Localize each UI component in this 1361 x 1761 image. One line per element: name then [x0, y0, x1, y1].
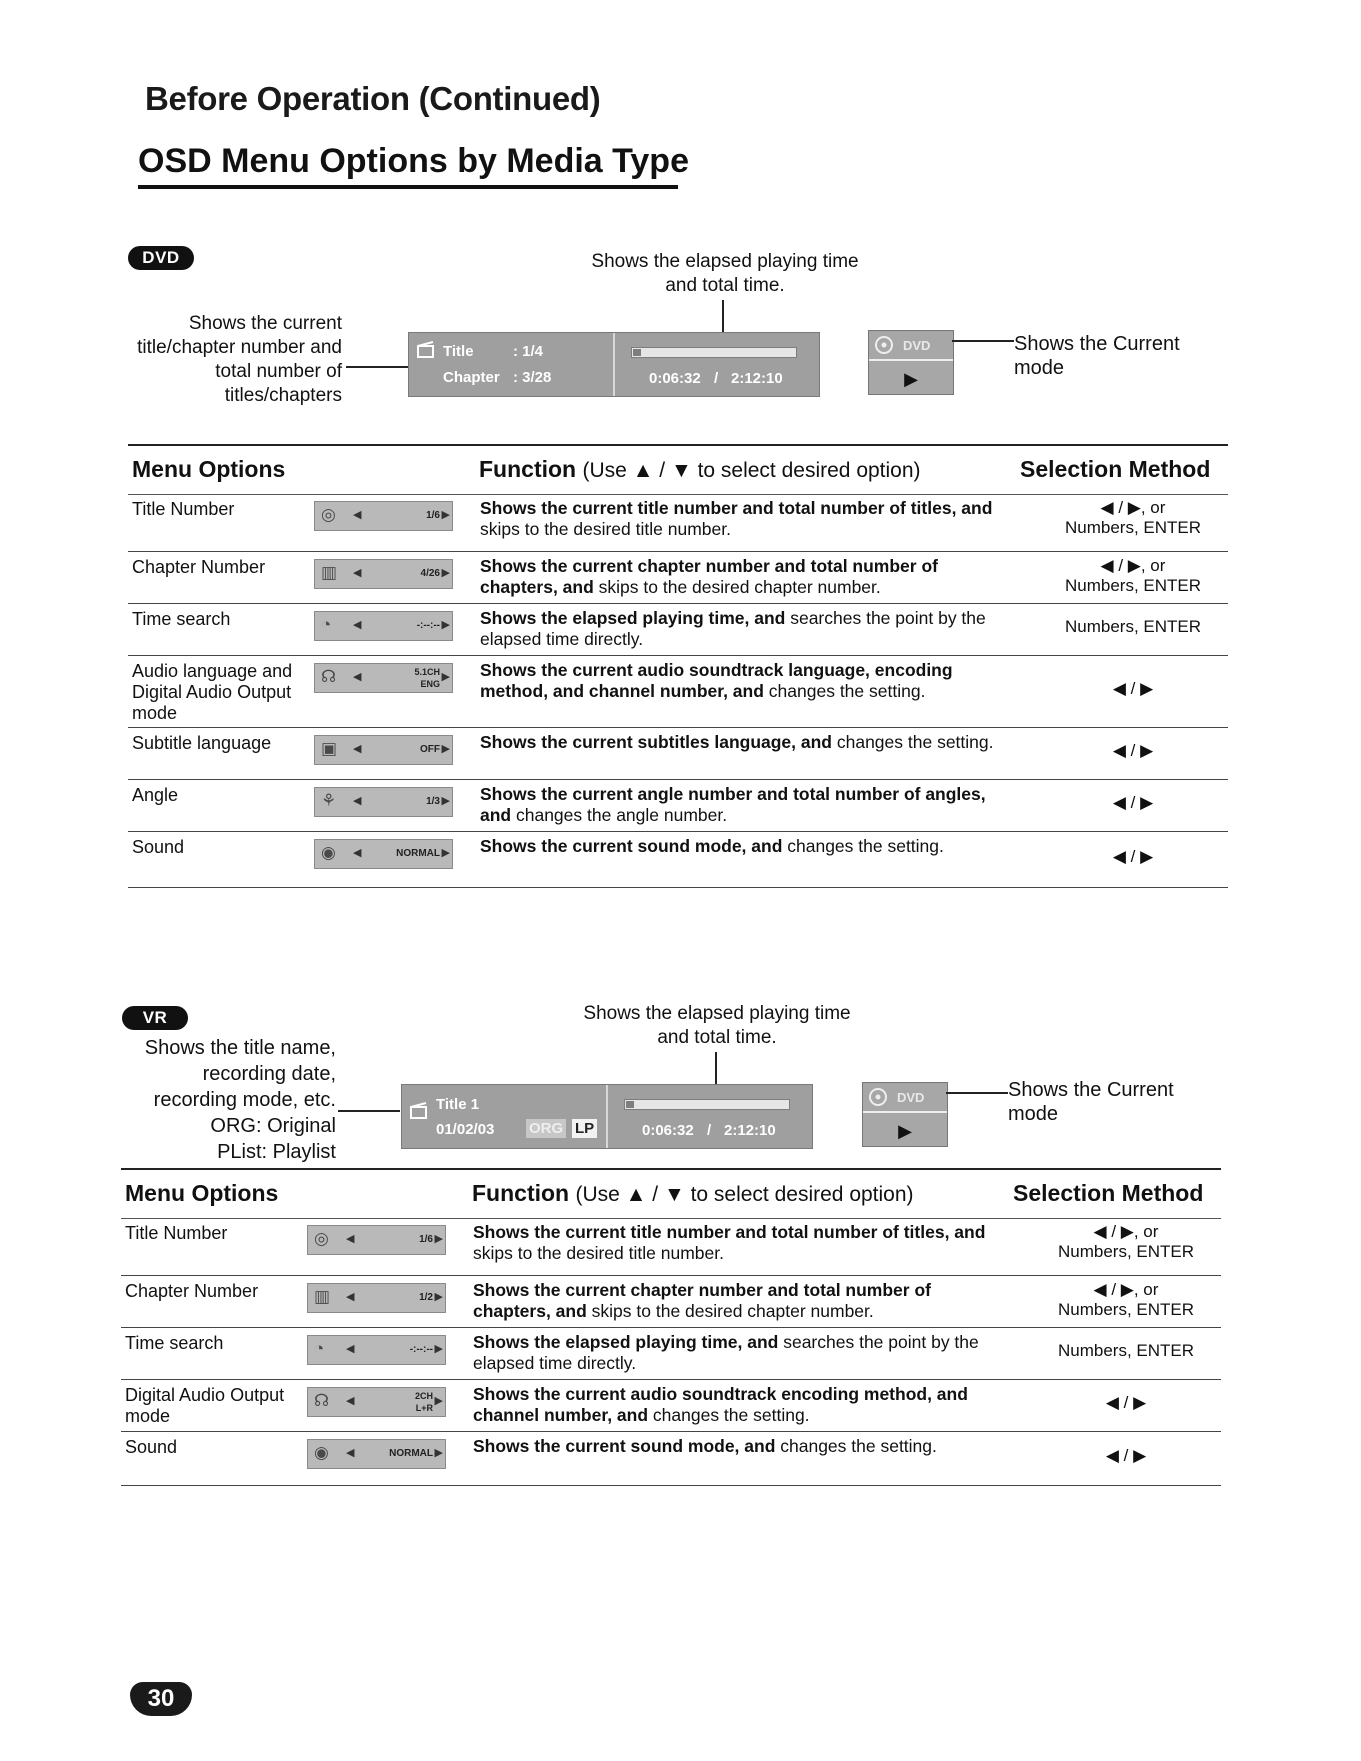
annotation-line: title/chapter number and	[137, 337, 342, 358]
function-rest-text: changes the setting.	[763, 681, 926, 701]
right-arrow-icon: ▶	[441, 743, 450, 755]
osd-value: NORMAL	[396, 848, 440, 859]
table-row	[121, 1327, 1221, 1380]
function-description	[480, 660, 1000, 702]
selection-line: ◀ / ▶	[1105, 1446, 1147, 1465]
osd-value: OFF	[420, 744, 440, 755]
table-row	[128, 655, 1228, 728]
header-selection-method: Selection Method	[1013, 1180, 1204, 1206]
function-bold-text: Shows the current audio soundtrack encoding method, and channel number, and	[473, 1384, 968, 1425]
selection-method	[1001, 1446, 1251, 1466]
dvd-mode-annotation	[1014, 332, 1254, 380]
vr-osd-display	[401, 1084, 813, 1149]
annotation-line: Shows the elapsed playing time	[583, 1003, 851, 1024]
leader-line	[338, 1110, 400, 1112]
table-row	[128, 493, 1228, 552]
right-arrow-icon: ▶	[441, 567, 450, 579]
left-arrow-icon: ◀	[353, 619, 362, 631]
header-menu-options: Menu Options	[125, 1180, 279, 1206]
play-icon: ▶	[904, 369, 918, 389]
table-header	[121, 1168, 1221, 1219]
right-arrow-icon: ▶	[434, 1447, 443, 1459]
osd-progress-bar	[624, 1099, 790, 1110]
selection-line: ◀ / ▶	[1112, 679, 1154, 698]
option-osd-preview	[314, 611, 453, 641]
function-description	[480, 836, 1000, 857]
right-arrow-icon: ▶	[434, 1395, 443, 1407]
vr-mode-indicator	[862, 1082, 948, 1147]
mode-header	[863, 1083, 947, 1113]
function-bold-text: Shows the elapsed playing time, and	[480, 608, 786, 628]
annotation-line: total number of	[215, 361, 342, 382]
dvd-time-annotation	[540, 250, 910, 298]
option-name: Sound	[125, 1437, 178, 1457]
osd-value: 1/6	[419, 1234, 433, 1245]
osd-value-secondary: L+R	[415, 1403, 433, 1413]
selection-method	[1008, 847, 1258, 867]
function-bold-text: Shows the current sound mode, and	[480, 836, 783, 856]
option-osd-preview	[314, 787, 453, 817]
function-bold-text: Shows the elapsed playing time, and	[473, 1332, 779, 1352]
function-description	[480, 556, 1000, 598]
page-title: OSD Menu Options by Media Type	[138, 142, 689, 180]
chapter-film-icon: ▥	[314, 1287, 331, 1306]
osd-elapsed-time: 0:06:32	[642, 1122, 694, 1139]
option-name: Chapter Number	[125, 1281, 259, 1301]
selection-method	[1001, 1280, 1251, 1320]
selection-method	[1008, 556, 1258, 596]
function-bold-text: Shows the current title number and total number of titles, and	[480, 498, 993, 518]
left-arrow-icon: ◀	[353, 847, 362, 859]
left-arrow-icon: ◀	[353, 795, 362, 807]
option-name: Angle	[132, 785, 179, 805]
osd-progress-fill	[633, 349, 641, 356]
selection-line: Numbers, ENTER	[1064, 518, 1202, 537]
title-clapper-icon	[417, 340, 435, 358]
selection-method	[1008, 741, 1258, 761]
title-underline	[138, 185, 678, 189]
right-arrow-icon: ▶	[441, 509, 450, 521]
function-description	[480, 498, 1000, 540]
osd-elapsed-time: 0:06:32	[649, 370, 701, 387]
sound-icon: ◉	[321, 843, 336, 862]
clock-icon: ◔	[321, 615, 332, 634]
function-bold-text: Shows the current title number and total number of titles, and	[473, 1222, 986, 1242]
osd-progress-bar	[631, 347, 797, 358]
annotation-line: recording date,	[202, 1063, 336, 1085]
function-rest-text: skips to the desired title number.	[473, 1243, 724, 1263]
left-arrow-icon: ◀	[346, 1395, 355, 1407]
angle-icon: ⚘	[321, 791, 337, 810]
function-rest-text: skips to the desired chapter number.	[593, 577, 881, 597]
function-rest-text: changes the angle number.	[511, 805, 728, 825]
table-header	[128, 444, 1228, 495]
play-icon: ▶	[898, 1121, 912, 1141]
left-arrow-icon: ◀	[353, 567, 362, 579]
function-rest-text: changes the setting.	[832, 732, 994, 752]
option-osd-preview	[307, 1387, 446, 1417]
selection-method	[1008, 679, 1258, 699]
function-bold-text: Shows the current audio soundtrack language, encoding method, and channel number, and	[480, 660, 953, 701]
left-arrow-icon: ◀	[346, 1291, 355, 1303]
left-arrow-icon: ◀	[346, 1447, 355, 1459]
option-osd-preview	[307, 1335, 446, 1365]
right-arrow-icon: ▶	[434, 1343, 443, 1355]
header-function	[472, 1180, 914, 1207]
selection-method	[1001, 1393, 1251, 1413]
osd-title-name: Title 1	[436, 1096, 480, 1113]
header-menu-options: Menu Options	[132, 456, 286, 482]
function-description	[480, 608, 1000, 650]
option-name: Time search	[132, 609, 231, 629]
selection-method	[1008, 498, 1258, 538]
chapter-film-icon: ▥	[321, 563, 338, 582]
left-arrow-icon: ◀	[353, 671, 362, 683]
headphone-icon: ☊	[314, 1391, 330, 1410]
left-arrow-icon: ◀	[346, 1343, 355, 1355]
option-osd-preview	[314, 839, 453, 869]
function-description	[473, 1436, 993, 1457]
osd-time-separator: /	[714, 370, 719, 387]
vr-options-table	[121, 1168, 1221, 1486]
option-osd-preview	[314, 735, 453, 765]
osd-value: -:--:--	[416, 620, 440, 631]
selection-method	[1001, 1222, 1251, 1262]
annotation-line: Shows the Current	[1014, 333, 1180, 355]
option-name: Sound	[132, 837, 185, 857]
annotation-line: and total time.	[657, 1027, 777, 1048]
header-function-label: Function	[479, 456, 577, 482]
option-name: Subtitle language	[132, 733, 272, 753]
function-description	[480, 732, 1000, 753]
osd-record-date: 01/02/03	[436, 1121, 495, 1138]
function-rest-text: searches the point by the elapsed time directly.	[473, 1332, 979, 1373]
function-description	[480, 784, 1000, 826]
annotation-line: PList: Playlist	[217, 1141, 336, 1163]
header-function-label: Function	[472, 1180, 570, 1206]
mode-label: DVD	[897, 1090, 925, 1105]
table-row	[121, 1379, 1221, 1432]
vr-mode-annotation	[1008, 1078, 1248, 1126]
osd-chapter-value: : 3/28	[513, 369, 552, 386]
function-description	[473, 1280, 993, 1322]
option-osd-preview	[314, 501, 453, 531]
function-bold-text: Shows the current chapter number and total number of chapters, and	[473, 1280, 931, 1321]
function-rest-text: skips to the desired chapter number.	[586, 1301, 874, 1321]
selection-line: Numbers, ENTER	[1057, 1242, 1195, 1261]
right-arrow-icon: ▶	[441, 671, 450, 683]
right-arrow-icon: ▶	[441, 619, 450, 631]
title-disc-icon: ◎	[321, 505, 336, 524]
right-arrow-icon: ▶	[434, 1233, 443, 1245]
page-number: 30	[130, 1682, 192, 1716]
headphone-icon: ☊	[321, 667, 337, 686]
selection-line: Numbers, ENTER	[1064, 576, 1202, 595]
function-rest-text: searches the point by the elapsed time directly.	[480, 608, 986, 649]
disc-icon	[875, 336, 893, 354]
annotation-line: mode	[1008, 1103, 1059, 1125]
annotation-line: Shows the Current	[1008, 1079, 1174, 1101]
leader-line	[946, 1092, 1008, 1094]
function-rest-text: skips to the desired title number.	[480, 519, 731, 539]
annotation-line: Shows the elapsed playing time	[591, 251, 859, 272]
left-arrow-icon: ◀	[353, 743, 362, 755]
leader-line	[952, 340, 1014, 342]
left-arrow-icon: ◀	[346, 1233, 355, 1245]
dvd-options-table	[128, 444, 1228, 888]
selection-line: ◀ / ▶	[1112, 847, 1154, 866]
selection-line: Numbers, ENTER	[1064, 617, 1202, 636]
selection-line: ◀ / ▶	[1105, 1393, 1147, 1412]
option-osd-preview	[314, 663, 453, 693]
annotation-line: recording mode, etc.	[153, 1089, 336, 1111]
option-osd-preview	[314, 559, 453, 589]
selection-line: ◀ / ▶	[1112, 741, 1154, 760]
dvd-osd-display	[408, 332, 820, 397]
header-function	[479, 456, 921, 483]
sound-icon: ◉	[314, 1443, 329, 1462]
option-name: Time search	[125, 1333, 224, 1353]
function-bold-text: Shows the current chapter number and total number of chapters, and	[480, 556, 938, 597]
option-name: Audio language and Digital Audio Output mode	[132, 661, 293, 723]
clock-icon: ◔	[314, 1339, 325, 1358]
selection-line: ◀ / ▶, or	[1100, 556, 1166, 575]
osd-value: 1/3	[426, 796, 440, 807]
option-name: Chapter Number	[132, 557, 266, 577]
left-arrow-icon: ◀	[353, 509, 362, 521]
annotation-line: Shows the current	[188, 313, 342, 334]
osd-title-value: : 1/4	[513, 343, 544, 360]
function-description	[473, 1222, 993, 1264]
dvd-left-annotation	[100, 312, 342, 408]
osd-total-time: 2:12:10	[724, 1122, 776, 1139]
osd-title-label: Title	[443, 343, 474, 360]
osd-divider	[613, 333, 615, 396]
osd-value: NORMAL	[389, 1448, 433, 1459]
table-row	[121, 1275, 1221, 1328]
annotation-line: Shows the title name,	[144, 1037, 336, 1059]
function-rest-text: changes the setting.	[775, 1436, 937, 1456]
header-selection-method: Selection Method	[1020, 456, 1211, 482]
table-row	[128, 551, 1228, 604]
mode-header	[869, 331, 953, 361]
title-disc-icon: ◎	[314, 1229, 329, 1248]
function-description	[473, 1332, 993, 1374]
function-bold-text: Shows the current subtitles language, and	[480, 732, 832, 752]
option-osd-preview	[307, 1283, 446, 1313]
table-row	[128, 727, 1228, 780]
vr-badge: VR	[122, 1006, 188, 1030]
function-bold-text: Shows the current sound mode, and	[473, 1436, 776, 1456]
function-description	[473, 1384, 993, 1426]
selection-method	[1001, 1341, 1251, 1361]
right-arrow-icon: ▶	[441, 795, 450, 807]
selection-line: ◀ / ▶, or	[1093, 1280, 1159, 1299]
osd-org-tag: ORG	[526, 1119, 566, 1138]
function-bold-text: Shows the current angle number and total number of angles, and	[480, 784, 986, 825]
selection-line: ◀ / ▶	[1112, 793, 1154, 812]
dvd-mode-indicator	[868, 330, 954, 395]
vr-time-annotation	[532, 1002, 902, 1050]
option-name: Title Number	[132, 499, 235, 519]
option-name: Title Number	[125, 1223, 228, 1243]
vr-left-annotation	[90, 1035, 336, 1165]
osd-time-separator: /	[707, 1122, 712, 1139]
osd-value: 2CH	[414, 1391, 433, 1401]
disc-icon	[869, 1088, 887, 1106]
dvd-badge: DVD	[128, 246, 194, 270]
function-rest-text: changes the setting.	[782, 836, 944, 856]
table-row	[128, 831, 1228, 888]
osd-value: 4/26	[420, 568, 440, 579]
annotation-line: and total time.	[665, 275, 785, 296]
title-clapper-icon	[410, 1101, 428, 1119]
table-row	[121, 1431, 1221, 1486]
mode-label: DVD	[903, 338, 931, 353]
osd-value: 5.1CH	[414, 667, 440, 677]
header-function-note: (Use ▲ / ▼ to select desired option)	[582, 459, 921, 482]
osd-progress-fill	[626, 1101, 634, 1108]
selection-method	[1008, 793, 1258, 813]
function-rest-text: changes the setting.	[648, 1405, 810, 1425]
subtitle-icon: ▣	[321, 739, 338, 758]
osd-divider	[606, 1085, 608, 1148]
right-arrow-icon: ▶	[434, 1291, 443, 1303]
selection-line: Numbers, ENTER	[1057, 1300, 1195, 1319]
option-osd-preview	[307, 1439, 446, 1469]
osd-chapter-label: Chapter	[443, 369, 500, 386]
section-title: Before Operation (Continued)	[145, 80, 601, 117]
selection-line: Numbers, ENTER	[1057, 1341, 1195, 1360]
osd-total-time: 2:12:10	[731, 370, 783, 387]
table-row	[121, 1217, 1221, 1276]
header-function-note: (Use ▲ / ▼ to select desired option)	[575, 1183, 914, 1206]
option-osd-preview	[307, 1225, 446, 1255]
osd-value: 1/6	[426, 510, 440, 521]
osd-lp-tag: LP	[572, 1119, 597, 1138]
annotation-line: ORG: Original	[210, 1115, 336, 1137]
selection-line: ◀ / ▶, or	[1093, 1222, 1159, 1241]
right-arrow-icon: ▶	[441, 847, 450, 859]
annotation-line: titles/chapters	[224, 385, 342, 406]
annotation-line: mode	[1014, 357, 1065, 379]
selection-method	[1008, 617, 1258, 637]
selection-line: ◀ / ▶, or	[1100, 498, 1166, 517]
osd-value-secondary: ENG	[420, 679, 440, 689]
osd-value: -:--:--	[409, 1344, 433, 1355]
leader-line	[346, 366, 408, 368]
table-row	[128, 603, 1228, 656]
option-name: Digital Audio Output mode	[125, 1385, 285, 1426]
osd-value: 1/2	[419, 1292, 433, 1303]
table-row	[128, 779, 1228, 832]
